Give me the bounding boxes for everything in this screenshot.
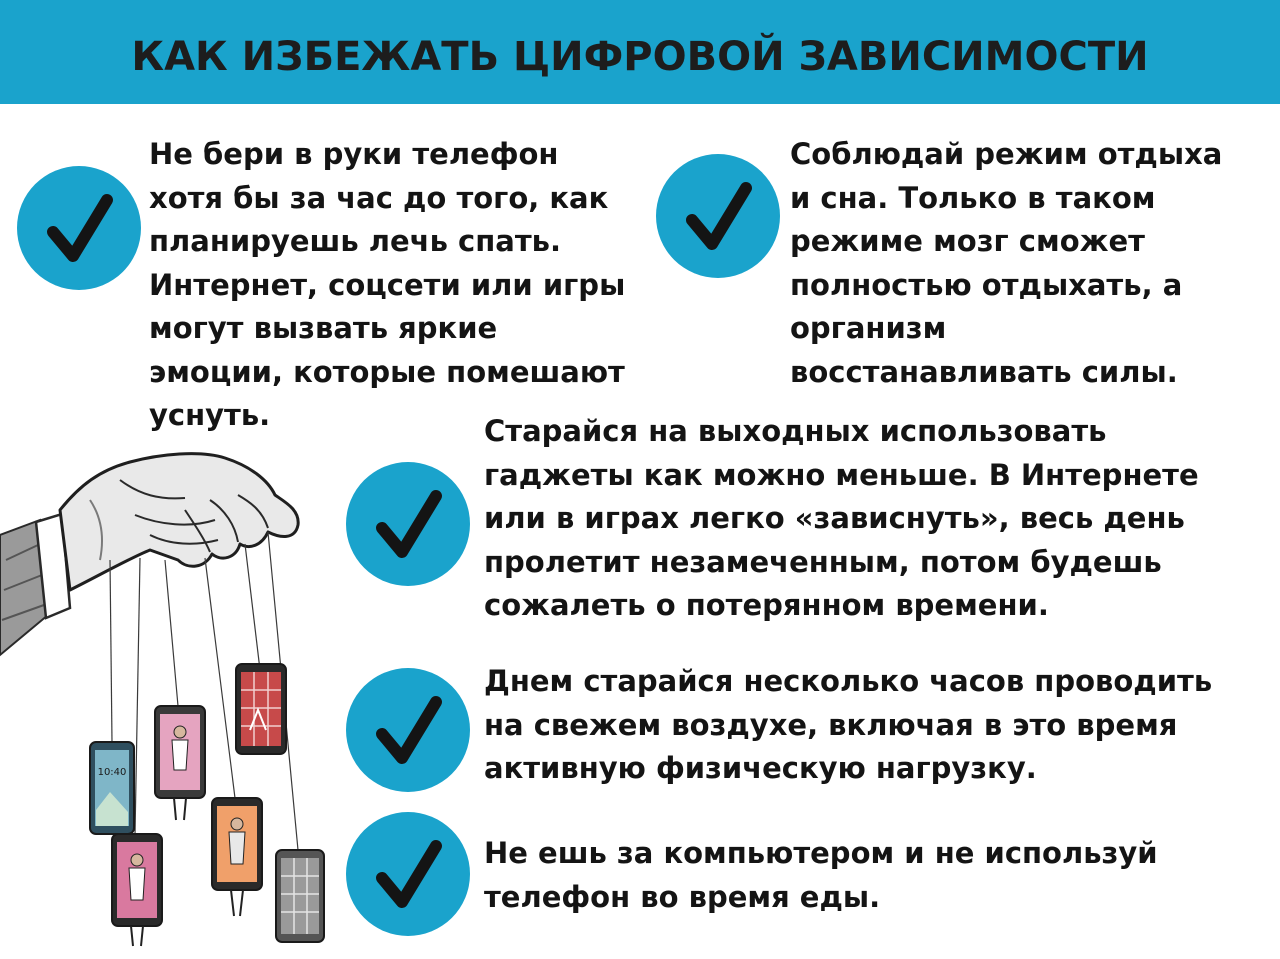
tip-line: Днем старайся несколько часов проводить	[484, 664, 1213, 698]
tip-line: Старайся на выходных использовать	[484, 414, 1107, 448]
tip-line: восстанавливать силы.	[790, 354, 1178, 389]
tip-line: могут вызвать яркие	[149, 311, 498, 345]
tip-text	[484, 832, 1158, 919]
tip-line: на свежем воздухе, включая в это время	[484, 707, 1178, 742]
header-banner	[0, 0, 1280, 104]
tip-line: гаджеты как можно меньше. В Интернете	[484, 457, 1199, 492]
tip-line: организм	[790, 311, 947, 345]
page-title: КАК ИЗБЕЖАТЬ ЦИФРОВОЙ ЗАВИСИМОСТИ	[131, 34, 1149, 80]
tip-text	[149, 133, 625, 438]
tip-text	[484, 410, 1199, 628]
tip-line: Интернет, соцсети или игры	[149, 267, 626, 302]
tip-line: Соблюдай режим отдыха	[790, 137, 1223, 171]
tip-line: полностью отдыхать, а	[790, 267, 1183, 302]
checkmark-icon	[346, 668, 470, 792]
tip-line: активную физическую нагрузку.	[484, 751, 1037, 785]
tip-line: или в играх легко «зависнуть», весь день	[484, 501, 1185, 535]
tip-line: телефон во время еды.	[484, 879, 881, 914]
checkmark-icon	[346, 812, 470, 936]
tip-line: эмоции, которые помешают	[149, 354, 625, 389]
checkmark-icon	[346, 462, 470, 586]
tip-line: хотя бы за час до того, как	[149, 180, 609, 215]
tip-line: пролетит незамеченным, потом будешь	[484, 544, 1162, 579]
tip-line: планируешь лечь спать.	[149, 224, 561, 258]
tip-line: Не ешь за компьютером и не используй	[484, 836, 1158, 870]
tip-line: Не бери в руки телефон	[149, 137, 559, 171]
tip-text	[790, 133, 1222, 394]
tip-line: режиме мозг сможет	[790, 224, 1145, 258]
tip-text	[484, 660, 1212, 791]
puppeteer-hand-phones-illustration	[0, 440, 340, 959]
tip-line: сожалеть о потерянном времени.	[484, 588, 1049, 622]
tip-line: уснуть.	[149, 398, 271, 432]
phone-clock: 10:40	[97, 767, 127, 778]
checkmark-icon	[656, 154, 780, 278]
tip-line: и сна. Только в таком	[790, 180, 1156, 215]
checkmark-icon	[17, 166, 141, 290]
